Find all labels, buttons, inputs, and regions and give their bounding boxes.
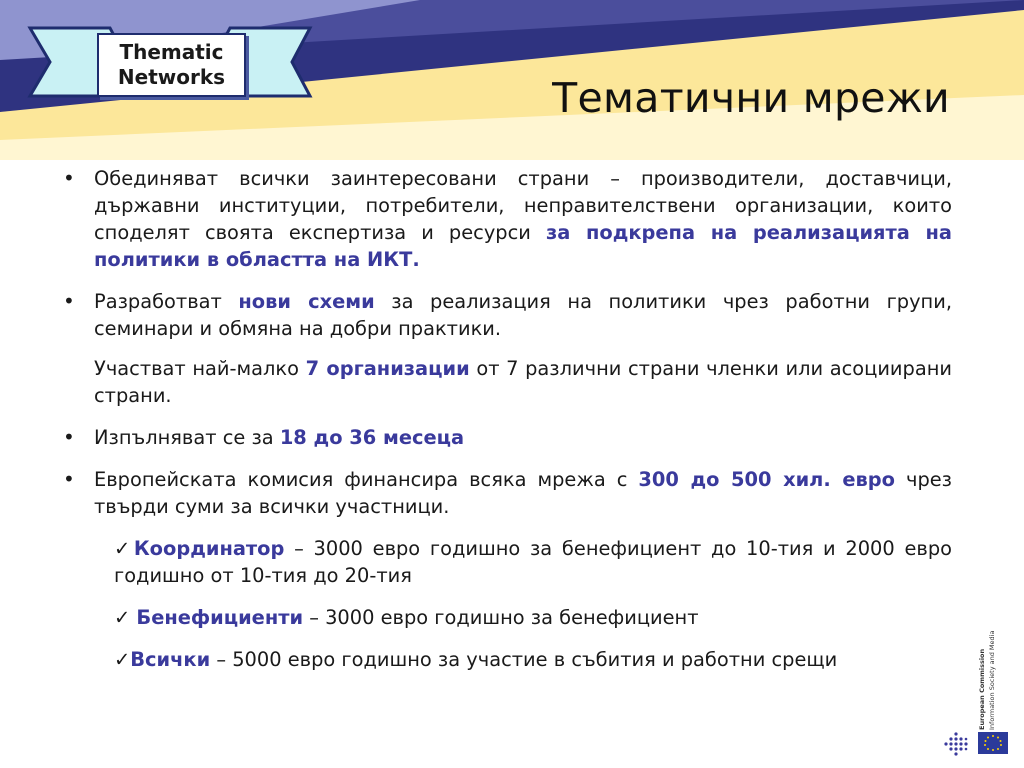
bullet-text: . (412, 248, 420, 271)
bullet-text: за реализация на политики чрез работни групи, семинари и обмяна на добри практики. (94, 290, 952, 340)
bullet-text: Разработват (94, 290, 239, 313)
bullet-text: Европейската комисия финансира всяка мрежа с (94, 468, 639, 491)
check-item (60, 646, 952, 673)
badge-line-2: Networks (117, 65, 226, 89)
bullet-highlight: 300 до 500 хил. евро (638, 468, 895, 491)
eu-logo-text (972, 630, 1012, 730)
bullet-item (60, 165, 952, 273)
thematic-networks-badge (97, 33, 246, 97)
check-text: – 5000 евро годишно за участие в събития и работни срещи (210, 648, 838, 671)
page-title: Тематични мрежи (552, 74, 950, 122)
bullet-item (60, 424, 952, 451)
bullet-text: чрез твърди суми за всички участници. (94, 468, 952, 518)
bullet-marker: • (63, 467, 75, 491)
check-item (60, 535, 977, 589)
bullet-item (60, 466, 952, 520)
badge-line-1: Thematic (119, 40, 224, 64)
paragraph-text: Участват най-малко (94, 357, 306, 380)
check-label: Координатор (133, 537, 285, 560)
check-icon: ✓ (114, 537, 134, 560)
bullet-item (60, 288, 952, 342)
bullet-marker: • (63, 166, 75, 190)
dots-icon (944, 732, 967, 755)
check-label: Всички (130, 648, 211, 671)
paragraph-highlight: 7 организации (305, 357, 470, 380)
bullet-marker: • (63, 425, 75, 449)
check-text: – 3000 евро годишно за бенефициент до 10-тия и 2000 евро годишно от 10-тия до 20-тия (114, 537, 977, 587)
bullet-highlight: нови схеми (238, 290, 375, 313)
bullet-text: Изпълняват се за (94, 426, 280, 449)
participation-paragraph (60, 355, 952, 409)
check-item (60, 604, 952, 631)
slide-content (60, 165, 977, 688)
check-icon: ✓ (114, 606, 137, 629)
check-label: Бенефициенти (136, 606, 304, 629)
paragraph-text: от 7 различни страни членки или асоциирани страни. (94, 357, 953, 407)
logo-line-2: Information Society and Media (988, 630, 996, 730)
check-text: – 3000 евро годишно за бенефициент (303, 606, 699, 629)
check-icon: ✓ (114, 648, 131, 671)
bullet-text: Обединяват всички заинтересовани страни – производители, доставчици, държавни институции, потребители, неправителствени организации, които споделят своята експертиза и ресурси (94, 167, 952, 244)
bullet-highlight: 18 до 36 месеца (279, 426, 465, 449)
logo-line-1: European Commission (978, 648, 986, 730)
bullet-marker: • (63, 289, 75, 313)
bullet-highlight: за подкрепа на реализацията на политики в областта на ИКТ (94, 221, 952, 271)
